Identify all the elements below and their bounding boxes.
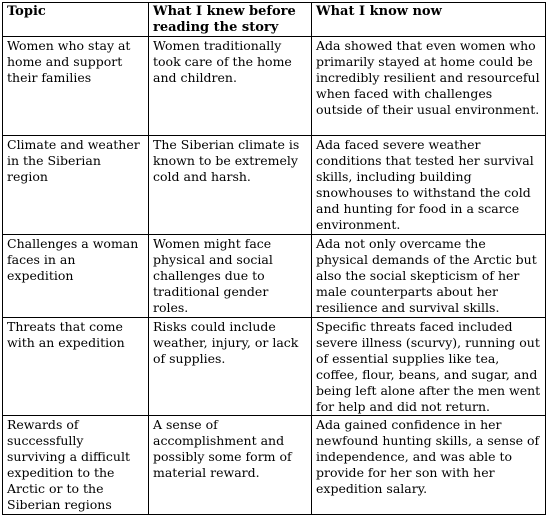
header-what-i-knew-before: What I knew before reading the story [149, 3, 312, 37]
cell-before: Women might face physical and social challenges due to traditional gender roles. [149, 235, 312, 318]
cell-topic: Rewards of successfully surviving a difficult expedition to the Arctic or to the Siberian regions [3, 416, 149, 515]
table-row [3, 235, 546, 318]
cell-now: Ada not only overcame the physical demands of the Arctic but also the social skepticism of her male counterparts about her resilience and survival skills. [312, 235, 546, 318]
header-topic: Topic [3, 3, 149, 37]
cell-now: Specific threats faced included severe illness (scurvy), running out of essential supplies like tea, coffee, flour, beans, and sugar, and being left alone after the men went for help and did not return. [312, 318, 546, 416]
cell-before: Women traditionally took care of the home and children. [149, 37, 312, 136]
table-row [3, 136, 546, 235]
table-row [3, 416, 546, 515]
cell-topic: Challenges a woman faces in an expedition [3, 235, 149, 318]
cell-now: Ada showed that even women who primarily stayed at home could be incredibly resilient and resourceful when faced with challenges outside of their usual environment. [312, 37, 546, 136]
cell-before: Risks could include weather, injury, or lack of supplies. [149, 318, 312, 416]
comparison-table [2, 2, 546, 515]
cell-before: The Siberian climate is known to be extremely cold and harsh. [149, 136, 312, 235]
cell-topic: Climate and weather in the Siberian region [3, 136, 149, 235]
cell-before: A sense of accomplishment and possibly some form of material reward. [149, 416, 312, 515]
table-row [3, 318, 546, 416]
table-header-row [3, 3, 546, 37]
cell-topic: Women who stay at home and support their families [3, 37, 149, 136]
cell-now: Ada gained confidence in her newfound hunting skills, a sense of independence, and was able to provide for her son with her expedition salary. [312, 416, 546, 515]
table-row [3, 37, 546, 136]
cell-topic: Threats that come with an expedition [3, 318, 149, 416]
header-what-i-know-now: What I know now [312, 3, 546, 37]
cell-now: Ada faced severe weather conditions that tested her survival skills, including building snowhouses to withstand the cold and hunting for food in a scarce environment. [312, 136, 546, 235]
